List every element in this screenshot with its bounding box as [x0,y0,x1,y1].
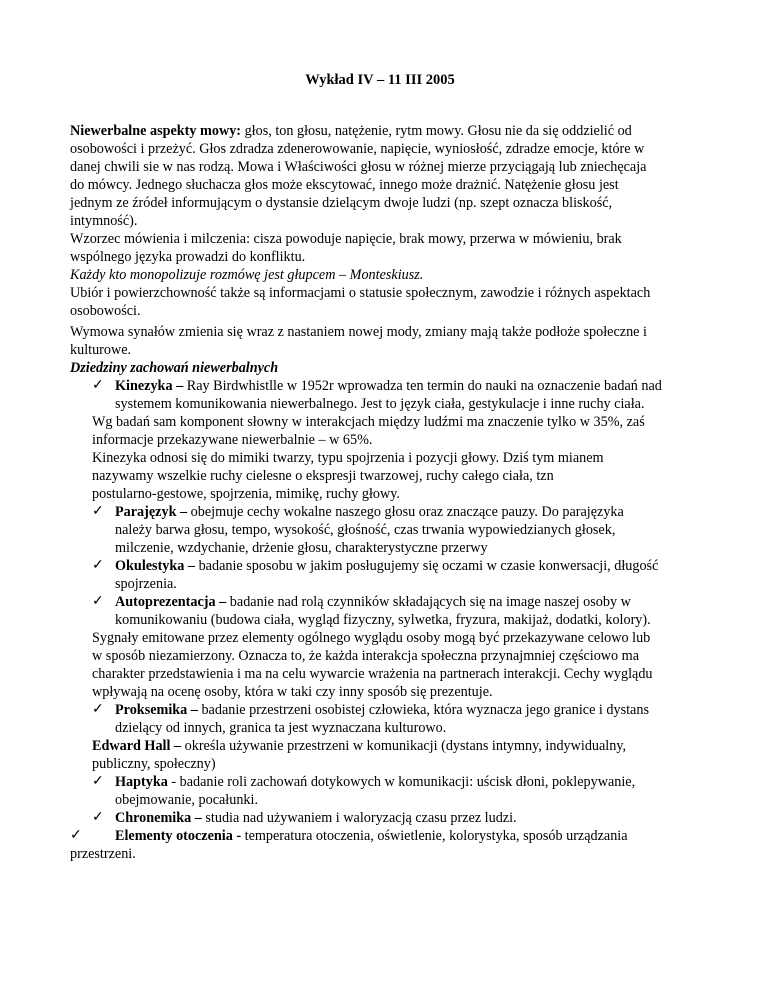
text-line: danej chwili sie w nas rodzą. Mowa i Właściwości głosu w różnej mierze przyciągają lub zniechęcaja [70,159,647,175]
checkmark-icon: ✓ [92,774,104,789]
text-line: publiczny, społeczny) [92,756,216,772]
text-line: Sygnały emitowane przez elementy ogólnego wyglądu osoby mogą być przekazywane celowo lub [92,630,651,646]
list-item [115,593,631,611]
term-heading: Parajęzyk – [115,504,188,520]
text-span: obejmuje cechy wokalne naszego głosu oraz znaczące pauzy. Do parajęzyka [187,504,624,520]
list-item [115,773,635,791]
term-heading: Niewerbalne aspekty mowy: [70,123,242,139]
text-span: określa używanie przestrzeni w komunikacji (dystans intymny, indywidualny, [181,738,627,754]
list-item [115,557,658,575]
list-item [115,377,662,395]
text-line: informacje przekazywane niewerbalnie – w 65%. [92,432,373,448]
text-line: komunikowaniu (budowa ciała, wygląd fizyczny, sylwetka, fryzura, makijaż, dodatki, kolory). [115,612,651,628]
term-heading: Kinezyka – [115,378,184,394]
document-title: Wykład IV – 11 III 2005 [305,72,455,88]
list-item [115,503,624,521]
term-heading: Haptyka [115,774,168,790]
text-line: Kinezyka odnosi się do mimiki twarzy, typu spojrzenia i pozycji głowy. Dziś tym mianem [92,450,604,466]
term-heading: Autoprezentacja – [115,594,227,610]
term-heading: Elementy otoczenia - [115,828,242,844]
text-line: dzielący od innych, granica ta jest wyznaczana kulturowo. [115,720,447,736]
text-line: obejmowanie, pocałunki. [115,792,259,808]
text-line: spojrzenia. [115,576,177,592]
checkmark-icon: ✓ [92,702,104,717]
text-line: intymność). [70,213,138,229]
text-span: badanie sposobu w jakim posługujemy się oczami w czasie konwersacji, długość [195,558,659,574]
text-line: w sposób niezamierzony. Oznacza to, że każda interakcja społeczna przynajmniej częściowo ma [92,648,640,664]
text-line: wspólnego języka prowadzi do konfliktu. [70,249,306,265]
text-line: przestrzeni. [70,846,136,862]
text-line: osobowości i przeżyć. Głos zdradza zdenerowowanie, napięcie, wyniosłość, zdradze emocje, które w [70,141,645,157]
list-item [115,701,649,719]
text-line: Wzorzec mówienia i milczenia: cisza powoduje napięcie, brak mowy, przerwa w mówieniu, brak [70,231,622,247]
text-line: osobowości. [70,303,141,319]
text-span: badanie nad rolą czynników składających się na image naszej osoby w [226,594,631,610]
list-item [115,827,628,845]
text-line: charakter przedstawienia i ma na celu wywarcie wrażenia na partnerach interakcji. Cechy wyglądu [92,666,653,682]
checkmark-icon: ✓ [92,378,104,393]
list-item [115,809,517,827]
term-heading: Proksemika – [115,702,198,718]
checkmark-icon: ✓ [92,594,104,609]
text-line: systemem komunikowania niewerbalnego. Jest to język ciała, gestykulacje i inne ruchy ciała. [115,396,645,412]
text-line: Wg badań sam komponent słowny w interakcjach między ludźmi ma znaczenie tylko w 35%, zaś [92,414,645,430]
text-span: - badanie roli zachowań dotykowych w komunikacji: uścisk dłoni, poklepywanie, [167,774,636,790]
checkmark-icon: ✓ [92,558,104,573]
term-heading: Chronemika – [115,810,202,826]
text-span: studia nad używaniem i waloryzacją czasu przez ludzi. [201,810,517,826]
text-span: głos, ton głosu, natężenie, rytm mowy. Głosu nie da się oddzielić od [241,123,632,139]
text-line: kulturowe. [70,342,132,358]
text-line: wpływają na ocenę osoby, która w taki czy inny sposób się prezentuje. [92,684,493,700]
text-span: badanie przestrzeni osobistej człowieka, która wyznacza jego granice i dystans [197,702,649,718]
text-line: Ubiór i powierzchowność także są informacjami o statusie społecznym, zawodzie i różnych aspektach [70,285,651,301]
quote-line: Każdy kto monopolizuje rozmówę jest głupcem – Monteskiusz. [70,267,424,283]
checkmark-icon: ✓ [92,810,104,825]
checkmark-icon: ✓ [70,828,82,843]
term-heading: Edward Hall – [92,738,182,754]
text-line: nazywamy wszelkie ruchy cielesne o ekspresji twarzowej, ruchy całego ciała, tzn [92,468,554,484]
checkmark-icon: ✓ [92,504,104,519]
text-line [70,122,632,140]
text-line: milczenie, wzdychanie, drżenie głosu, charakterystyczne przerwy [115,540,488,556]
text-line [92,737,626,755]
text-line: postularno-gestowe, spojrzenia, mimikę, ruchy głowy. [92,486,400,502]
section-heading: Dziedziny zachowań niewerbalnych [70,360,279,376]
text-line: jednym ze źródeł informującym o dystansie dzielącym dwoje ludzi (np. szept oznacza bliskość, [70,195,613,211]
text-line: Wymowa synałów zmienia się wraz z nastaniem nowej mody, zmiany mają także podłoże społeczne i [70,324,647,340]
text-span: temperatura otoczenia, oświetlenie, kolorystyka, sposób urządzania [241,828,628,844]
term-heading: Okulestyka – [115,558,196,574]
text-span: Ray Birdwhistlle w 1952r wprowadza ten termin do nauki na oznaczenie badań nad [183,378,662,394]
text-line: do mówcy. Jednego słuchacza głos może ekscytować, innego może drażnić. Natężenie głosu jest [70,177,619,193]
text-line: należy barwa głosu, tempo, wysokość, głośność, czas trwania wypowiedzianych głosek, [115,522,616,538]
